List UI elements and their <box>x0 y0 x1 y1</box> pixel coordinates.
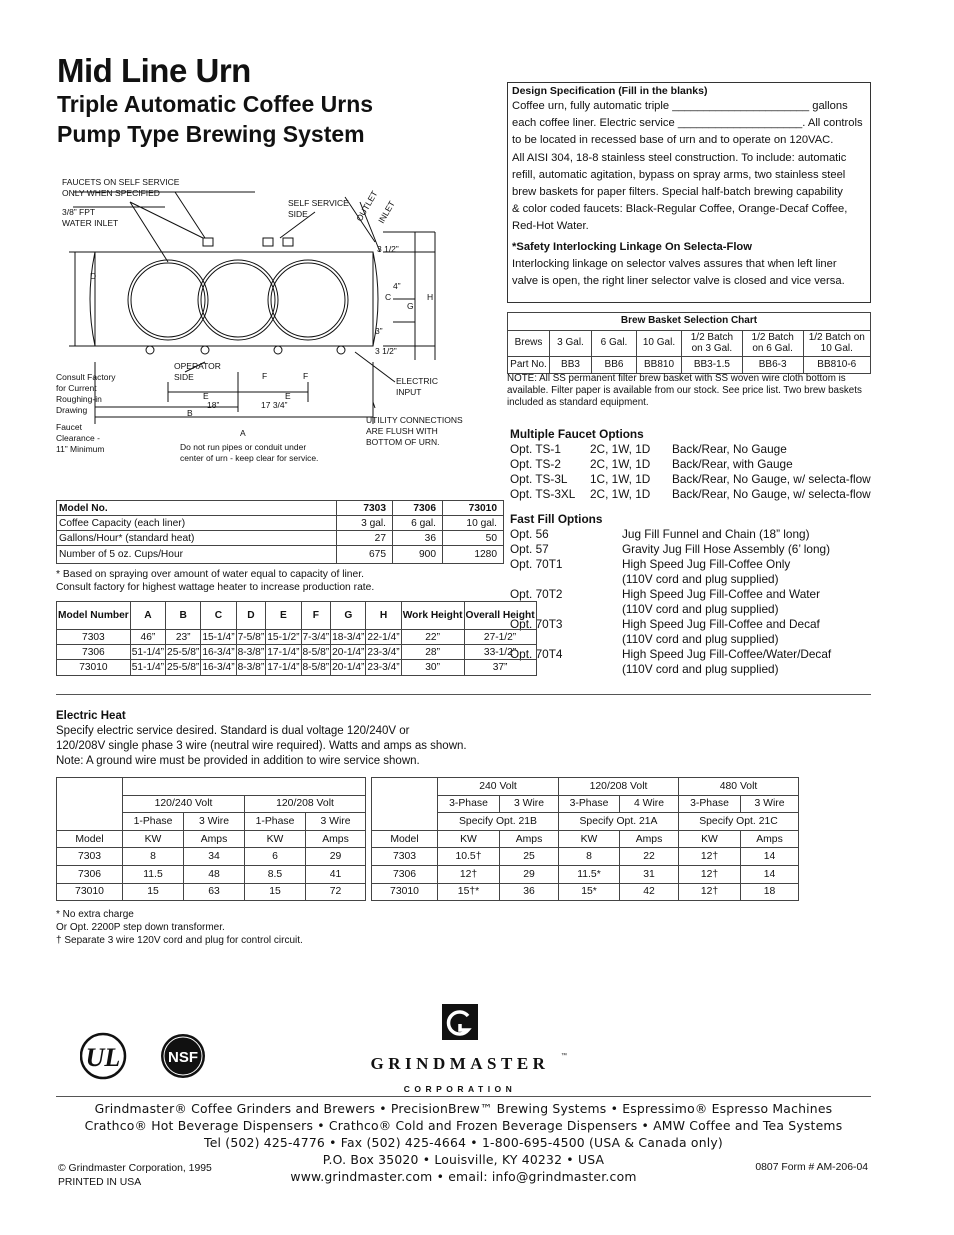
electric-heat-table: 240 Volt 120/208 Volt 480 Volt 120/240 Volt 120/208 Volt 3-Phase 3 Wire 3-Phase 4 Wire 3-Phase 3 Wire 1-Phase 3 Wire 1-Phase 3 Wire Specify Opt. 21B Specify Opt. 21A Specify Opt. 21C Model KW Amps KW Amps Model KW Amps KW Amps KW Amps 7303 8 34 6 29 7303 10.5† 25 8 22 12† 14 7306 11.5 48 8.5 41 7306 12† 29 11.5* 31 12† 14 73010 15 63 15 72 73010 15†* 36 15* 42 12† 18 <box>56 777 799 901</box>
note-line: Consult factory for highest wattage heater to increase production rate. <box>56 582 375 594</box>
fast-fill-options <box>510 512 831 677</box>
ul-logo <box>81 1034 125 1078</box>
design-spec-heading: Design Specification (Fill in the blanks) <box>512 85 708 97</box>
table-cell: 1/2 Batch on 6 Gal. <box>742 331 803 357</box>
dimension-label: 18” <box>207 400 220 410</box>
table-header: 7306 <box>393 501 443 516</box>
diagram-label: SIDE <box>174 372 194 382</box>
table-row: 7303 8 34 6 29 7303 10.5† 25 8 22 12† 14 <box>57 848 799 866</box>
diagram-label: WATER INLET <box>62 218 119 228</box>
dimension-letter: F <box>303 371 309 381</box>
table-cell: 3 Gal. <box>550 331 592 357</box>
option-row: Opt. 70T4 High Speed Jug Fill-Coffee/Water/Decaf <box>510 647 832 661</box>
table-header: D <box>236 602 266 630</box>
svg-text:™: ™ <box>561 1053 567 1059</box>
brew-basket-caption: Brew Basket Selection Chart <box>508 313 871 331</box>
electric-heat-heading: Electric Heat <box>56 710 126 722</box>
spec-line: each coffee liner. Electric service ____________________. All controls <box>512 117 863 130</box>
table-row: 73010 15 63 15 72 73010 15†* 36 15* 42 12† 18 <box>57 883 799 901</box>
note-line: † Separate 3 wire 120V cord and plug for control circuit. <box>56 935 303 946</box>
subtitle-line-2: Pump Type Brewing System <box>57 121 365 147</box>
dimension-label: 4” <box>393 281 401 291</box>
brew-basket-note: NOTE: All SS permanent filter brew basket with SS woven wire cloth bottom is available. Filter paper is available from our stock. See price list. Two brew baskets included as standard equipment. <box>507 373 862 409</box>
table-cell: Brews <box>508 331 550 357</box>
option-row: Opt. 70T3 High Speed Jug Fill-Coffee and Decaf <box>510 617 820 631</box>
option-row: Opt. TS-2 2C, 1W, 1D Back/Rear, with Gauge <box>510 457 793 471</box>
table-cell: 6 Gal. <box>592 331 637 357</box>
liner-right <box>268 260 348 340</box>
table-cell: BB810 <box>637 357 682 374</box>
table-header: 7303 <box>337 501 393 516</box>
diagram-label: 3/8” FPT <box>62 207 96 217</box>
table-cell: 1/2 Batch on 10 Gal. <box>803 331 870 357</box>
faucet-options <box>510 427 871 502</box>
dimension-letter: G <box>407 301 414 311</box>
diagram-note: Drawing <box>56 405 88 415</box>
logo-row <box>80 1004 870 1099</box>
diagram-note: BOTTOM OF URN. <box>366 437 440 447</box>
text-line: 120/208V single phase 3 wire (neutral wire required). Watts and amps as shown. <box>56 740 467 752</box>
spec-line: brew baskets for paper filters. Special half-batch brewing capability <box>512 186 843 199</box>
footer-line: Crathco® Hot Beverage Dispensers • Crathco® Cold and Frozen Beverage Dispensers • AMW Coffee and Tea Systems <box>84 1118 843 1133</box>
diagram-label: FAUCETS ON SELF SERVICE <box>62 177 180 187</box>
svg-text:CORPORATION: CORPORATION <box>403 1084 517 1094</box>
dimension-label: 3” <box>375 326 383 336</box>
footer-line: Tel (502) 425-4776 • Fax (502) 425-4664 • 1-800-695-4500 (USA & Canada only) <box>204 1135 723 1150</box>
note-line: * Based on spraying over amount of water equal to capacity of liner. <box>56 569 364 580</box>
subtitle-line-1: Triple Automatic Coffee Urns <box>57 91 374 117</box>
option-row: (110V cord and plug supplied) <box>622 662 779 676</box>
table-row: 7303 46” 23” 15-1/4” 7-5/8” 15-1/2” 7-3/4” 18-3/4” 22-1/4” 22” 27-1/2” <box>57 630 537 645</box>
table-cell: 1/2 Batch on 3 Gal. <box>682 331 743 357</box>
table-header: Work Height <box>401 602 464 630</box>
faucet-options-heading: Multiple Faucet Options <box>510 427 644 441</box>
spec-line: Coffee urn, fully automatic triple ______________________ gallons <box>512 100 848 112</box>
urn-plan-diagram <box>55 172 475 472</box>
capacity-notes <box>56 568 374 595</box>
divider <box>56 1096 871 1097</box>
diagram-label: INPUT <box>396 387 422 397</box>
table-cell: BB810-6 <box>803 357 870 374</box>
footer-line: Grindmaster® Coffee Grinders and Brewers • PrecisionBrew™ Brewing Systems • Espressimo® Espresso Machines <box>94 1101 833 1116</box>
brew-basket-table <box>507 312 871 374</box>
table-cell: BB3-1.5 <box>682 357 743 374</box>
table-header: Model Number <box>57 602 131 630</box>
diagram-note: center of urn - keep clear for service. <box>180 453 319 463</box>
diagram-note: ARE FLUSH WITH <box>366 426 438 436</box>
fast-fill-heading: Fast Fill Options <box>510 512 603 526</box>
table-cell: 10 Gal. <box>637 331 682 357</box>
table-header: C <box>201 602 236 630</box>
dimension-letter: E <box>285 391 291 401</box>
dimension-letter: A <box>240 428 246 438</box>
table-cell: Part No. <box>508 357 550 374</box>
diagram-note: Do not run pipes or conduit under <box>180 442 307 452</box>
voltage-header: 480 Volt <box>679 778 799 796</box>
nsf-logo <box>161 1034 205 1078</box>
option-row: Opt. TS-3XL 2C, 1W, 1D Back/Rear, No Gauge, w/ selecta-flow <box>510 487 871 501</box>
option-row: Opt. TS-3L 1C, 1W, 1D Back/Rear, No Gauge, w/ selecta-flow <box>510 472 871 486</box>
svg-text:GRINDMASTER: GRINDMASTER <box>370 1054 550 1073</box>
safety-heading: *Safety Interlocking Linkage On Selecta-Flow <box>512 240 752 253</box>
spec-line: to be located in recessed base of urn and to operate on 120VAC. <box>512 134 834 147</box>
spec-line: Red-Hot Water. <box>512 220 589 233</box>
diagram-label: SELF SERVICE <box>288 198 349 208</box>
diagram-label: OPERATOR <box>174 361 221 371</box>
table-row: 73010 51-1/4” 25-5/8” 16-3/4” 8-3/8” 17-1/4” 8-5/8” 20-1/4” 23-3/4” 30” 37” <box>57 660 537 676</box>
diagram-note: Consult Factory <box>56 372 116 382</box>
table-row: Number of 5 oz. Cups/Hour 675 900 1280 <box>57 546 504 564</box>
option-row: Opt. 56 Jug Fill Funnel and Chain (18” long) <box>510 527 810 541</box>
dimension-letter: E <box>203 391 209 401</box>
copyright: © Grindmaster Corporation, 1995 PRINTED IN USA <box>58 1163 212 1188</box>
table-header: E <box>266 602 301 630</box>
option-row: (110V cord and plug supplied) <box>622 572 779 586</box>
svg-text:NSF: NSF <box>168 1049 198 1066</box>
note-line: * No extra charge <box>56 909 134 920</box>
dimension-letter: H <box>427 292 434 302</box>
model-capacity-table <box>56 500 504 564</box>
table-row: Coffee Capacity (each liner) 3 gal. 6 gal. 10 gal. <box>57 516 504 531</box>
voltage-header: 240 Volt <box>438 778 559 796</box>
table-cell: BB6-3 <box>742 357 803 374</box>
table-cell: BB6 <box>592 357 637 374</box>
spec-line: refill, automatic agitation, bypass on spray arms, two stainless steel <box>512 168 846 181</box>
diagram-note: 11” Minimum <box>56 444 105 454</box>
dimension-letter: C <box>385 292 392 302</box>
table-row: 7306 11.5 48 8.5 41 7306 12† 29 11.5* 31 12† 14 <box>57 865 799 883</box>
dimension-label: 3 1/2” <box>377 244 399 254</box>
dimension-letter: B <box>187 408 193 418</box>
diagram-note: UTILITY CONNECTIONS <box>366 415 463 425</box>
table-header: Overall Height <box>464 602 536 630</box>
table-header: B <box>166 602 201 630</box>
design-spec-box <box>507 82 871 303</box>
footer-line: P.O. Box 35020 • Louisville, KY 40232 • USA <box>322 1152 605 1167</box>
option-row: Opt. 70T2 High Speed Jug Fill-Coffee and Water <box>510 587 821 601</box>
option-row: Opt. TS-1 2C, 1W, 1D Back/Rear, No Gauge <box>510 442 787 456</box>
diagram-note: Roughing-in <box>56 394 102 404</box>
table-header: 73010 <box>443 501 504 516</box>
option-row: Opt. 70T1 High Speed Jug Fill-Coffee Only <box>510 557 791 571</box>
electric-heat-section <box>56 709 467 769</box>
form-number: 0807 Form # AM-206-04 <box>755 1162 868 1173</box>
dimension-table <box>56 601 537 676</box>
safety-line: valve is open, the right liner selector valve is closed and vice versa. <box>512 275 845 288</box>
option-row: Opt. 57 Gravity Jug Fill Hose Assembly (6’ long) <box>510 542 831 556</box>
table-row: 7306 51-1/4” 25-5/8” 16-3/4” 8-3/8” 17-1/4” 8-5/8” 20-1/4” 23-3/4” 28” 33-1/2” <box>57 645 537 660</box>
footer-website-link[interactable]: www.grindmaster.com • email: info@grindmaster.com <box>290 1169 637 1184</box>
table-header: G <box>331 602 366 630</box>
dimension-letter: F <box>262 371 268 381</box>
note-line: Or Opt. 2200P step down transformer. <box>56 922 225 933</box>
table-header: H <box>366 602 401 630</box>
diagram-label: ELECTRIC <box>396 376 439 386</box>
voltage-header: 120/208 Volt <box>245 795 366 813</box>
option-row: (110V cord and plug supplied) <box>622 602 779 616</box>
dimension-label: 17 3/4” <box>261 400 288 410</box>
spec-line: All AISI 304, 18-8 stainless steel construction. To include: automatic <box>512 151 847 164</box>
diagram-label: ONLY WHEN SPECIFIED <box>62 188 160 198</box>
safety-line: Interlocking linkage on selector valves assures that when left liner <box>512 257 837 270</box>
dimension-label: 3 1/2” <box>375 346 397 356</box>
table-cell: BB3 <box>550 357 592 374</box>
diagram-note: Faucet <box>56 422 82 432</box>
liner-left <box>128 260 208 340</box>
option-row: (110V cord and plug supplied) <box>622 632 779 646</box>
diagram-note: Clearance - <box>56 433 100 443</box>
diagram-label: SIDE <box>288 209 308 219</box>
text-line: Note: A ground wire must be provided in addition to wire service shown. <box>56 755 420 767</box>
electric-notes <box>56 908 303 947</box>
table-row: Gallons/Hour* (standard heat) 27 36 50 <box>57 531 504 546</box>
table-header: A <box>130 602 165 630</box>
table-header: F <box>301 602 331 630</box>
table-header: Model No. <box>57 501 337 516</box>
diagram-label: OUTLET <box>354 188 380 223</box>
voltage-header: 120/208 Volt <box>559 778 679 796</box>
spec-line: & color coded faucets: Black-Regular Coffee, Orange-Decaf Coffee, <box>512 203 848 216</box>
diagram-note: for Current <box>56 383 97 393</box>
divider <box>56 694 871 695</box>
liner-center <box>198 260 278 340</box>
text-line: Specify electric service desired. Standard is dual voltage 120/240V or <box>56 725 410 737</box>
grindmaster-logo <box>371 1004 567 1094</box>
dimension-letter: D <box>90 271 97 281</box>
page-title: Mid Line Urn <box>57 52 251 89</box>
diagram-label: INLET <box>376 199 397 225</box>
svg-text:UL: UL <box>85 1043 121 1072</box>
voltage-header: 120/240 Volt <box>123 795 245 813</box>
